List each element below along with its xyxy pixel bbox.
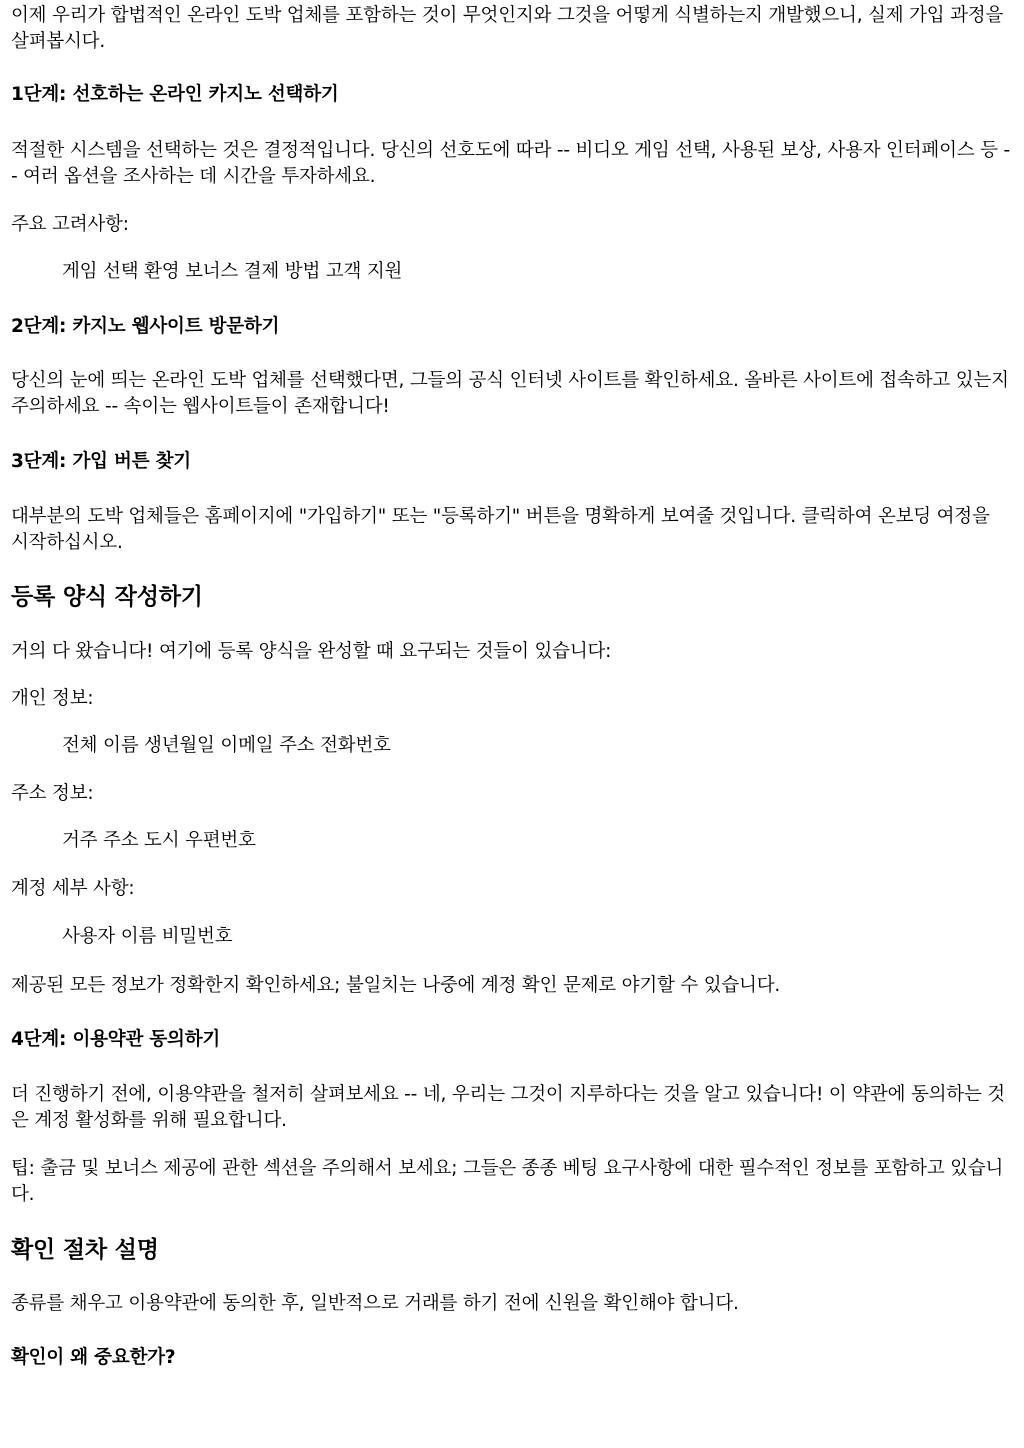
intro-paragraph: 이제 우리가 합법적인 온라인 도박 업체를 포함하는 것이 무엇인지와 그것을 어떻게 식별하는지 개발했으니, 실제 가입 과정을 살펴봅시다.: [11, 5, 1004, 52]
step3-heading: 3단계: 가입 버튼 찾기: [11, 451, 191, 472]
personal-info-list: 전체 이름 생년월일 이메일 주소 전화번호: [62, 735, 391, 756]
step4-tip: 팁: 출금 및 보너스 제공에 관한 섹션을 주의해서 보세요; 그들은 종종 베팅 요구사항에 대한 필수적인 정보를 포함하고 있습니다.: [11, 1158, 1004, 1205]
address-info-list: 거주 주소 도시 우편번호: [62, 830, 256, 851]
step4-body: 더 진행하기 전에, 이용약관을 철저히 살펴보세요 -- 네, 우리는 그것이 지루하다는 것을 알고 있습니다! 이 약관에 동의하는 것은 계정 활성화를 위해 필요합니다.: [11, 1084, 1005, 1131]
step2-body: 당신의 눈에 띄는 온라인 도박 업체를 선택했다면, 그들의 공식 인터넷 사이트를 확인하세요. 올바른 사이트에 접속하고 있는지 주의하세요 -- 속이는 웹사이트들이 존재합니다!: [11, 370, 1009, 417]
registration-heading: 등록 양식 작성하기: [11, 584, 203, 610]
step3-body: 대부분의 도박 업체들은 홈페이지에 "가입하기" 또는 "등록하기" 버튼을 명확하게 보여줄 것입니다. 클릭하여 온보딩 여정을 시작하십시오.: [11, 506, 990, 553]
address-info-label: 주소 정보:: [11, 783, 94, 804]
account-details-list: 사용자 이름 비밀번호: [62, 926, 233, 947]
step1-considerations-list: 게임 선택 환영 보너스 결제 방법 고객 지원: [62, 261, 403, 282]
step1-heading: 1단계: 선호하는 온라인 카지노 선택하기: [11, 84, 339, 105]
account-details-label: 계정 세부 사항:: [11, 878, 135, 899]
step1-considerations-label: 주요 고려사항:: [11, 214, 129, 235]
step4-heading: 4단계: 이용약관 동의하기: [11, 1029, 221, 1050]
verification-heading: 확인 절차 설명: [11, 1237, 159, 1263]
step1-body: 적절한 시스템을 선택하는 것은 결정적입니다. 당신의 선호도에 따라 -- 비디오 게임 선택, 사용된 보상, 사용자 인터페이스 등 -- 여러 옵션을 조사하는 데 시간을 투자하세요.: [11, 140, 1010, 187]
verification-body: 종류를 채우고 이용약관에 동의한 후, 일반적으로 거래를 하기 전에 신원을 확인해야 합니다.: [11, 1293, 739, 1314]
verification-why-heading: 확인이 왜 중요한가?: [11, 1347, 176, 1368]
step2-heading: 2단계: 카지노 웹사이트 방문하기: [11, 316, 280, 337]
registration-note: 제공된 모든 정보가 정확한지 확인하세요; 불일치는 나중에 계정 확인 문제로 야기할 수 있습니다.: [11, 975, 781, 996]
registration-body: 거의 다 왔습니다! 여기에 등록 양식을 완성할 때 요구되는 것들이 있습니다:: [11, 641, 612, 662]
personal-info-label: 개인 정보:: [11, 688, 94, 709]
